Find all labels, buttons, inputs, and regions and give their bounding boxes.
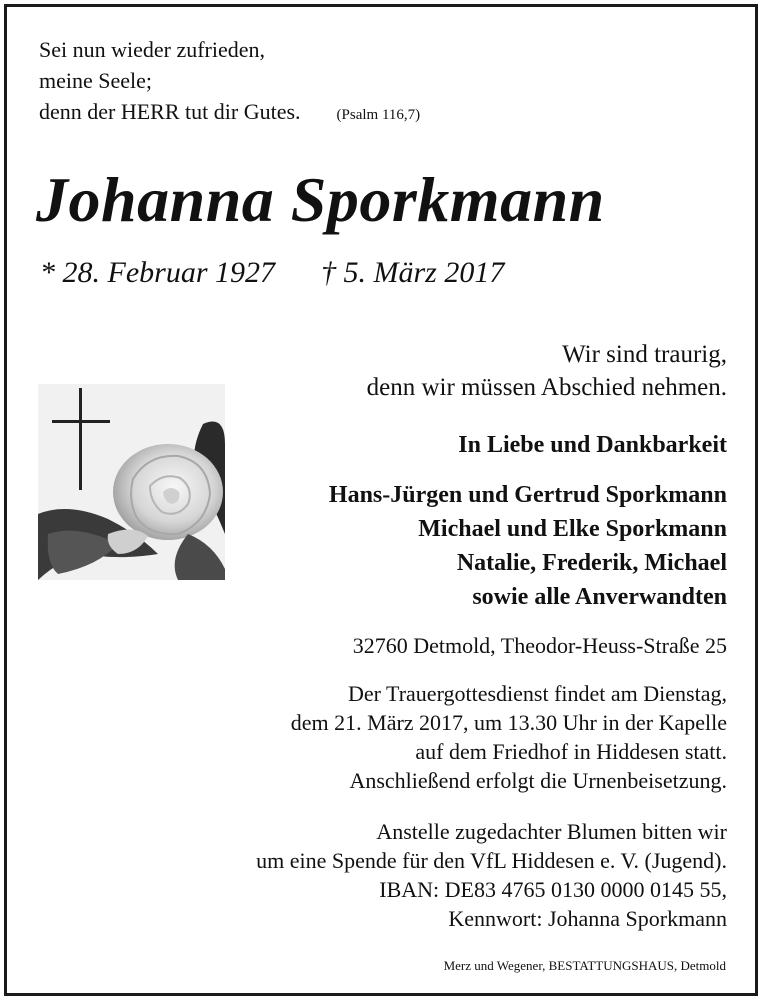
donation-line: IBAN: DE83 4765 0130 0000 0145 55, bbox=[379, 877, 727, 902]
service-info bbox=[291, 679, 727, 795]
sadness-line: Wir sind traurig, bbox=[562, 341, 727, 368]
donation-info bbox=[256, 817, 727, 933]
psalm-line-text: denn der HERR tut dir Gutes. bbox=[39, 99, 301, 124]
memorial-image bbox=[38, 384, 225, 580]
funeral-home-footer: Merz und Wegener, BESTATTUNGSHAUS, Detmold bbox=[443, 958, 726, 973]
service-line: Anschließend erfolgt die Urnenbeisetzung. bbox=[349, 768, 727, 793]
love-line: In Liebe und Dankbarkeit bbox=[458, 432, 727, 458]
service-line: Der Trauergottesdienst findet am Dienstag, bbox=[347, 681, 727, 706]
donation-line: Anstelle zugedachter Blumen bitten wir bbox=[376, 819, 727, 844]
psalm-reference: (Psalm 116,7) bbox=[336, 107, 421, 123]
service-line: auf dem Friedhof in Hiddesen statt. bbox=[415, 739, 727, 764]
family-list bbox=[329, 478, 727, 614]
deceased-name: Johanna Sporkmann bbox=[36, 164, 605, 235]
birth-date: * 28. Februar 1927 bbox=[40, 256, 275, 289]
address: 32760 Detmold, Theodor-Heuss-Straße 25 bbox=[352, 633, 727, 658]
psalm-line: meine Seele; bbox=[39, 68, 153, 93]
death-date: † 5. März 2017 bbox=[321, 256, 505, 289]
psalm-verse bbox=[39, 34, 420, 131]
psalm-line bbox=[39, 96, 420, 131]
family-member: Natalie, Frederik, Michael bbox=[456, 550, 727, 576]
donation-line: Kennwort: Johanna Sporkmann bbox=[448, 906, 727, 931]
sadness-text bbox=[367, 338, 727, 404]
life-dates bbox=[40, 256, 504, 290]
family-member: Hans-Jürgen und Gertrud Sporkmann bbox=[328, 482, 727, 508]
family-member: sowie alle Anverwandten bbox=[472, 584, 727, 610]
psalm-line: Sei nun wieder zufrieden, bbox=[39, 37, 266, 62]
donation-line: um eine Spende für den VfL Hiddesen e. V. (Jugend). bbox=[256, 848, 727, 873]
service-line: dem 21. März 2017, um 13.30 Uhr in der Kapelle bbox=[290, 710, 727, 735]
family-member: Michael und Elke Sporkmann bbox=[418, 516, 727, 542]
sadness-line: denn wir müssen Abschied nehmen. bbox=[366, 374, 727, 401]
